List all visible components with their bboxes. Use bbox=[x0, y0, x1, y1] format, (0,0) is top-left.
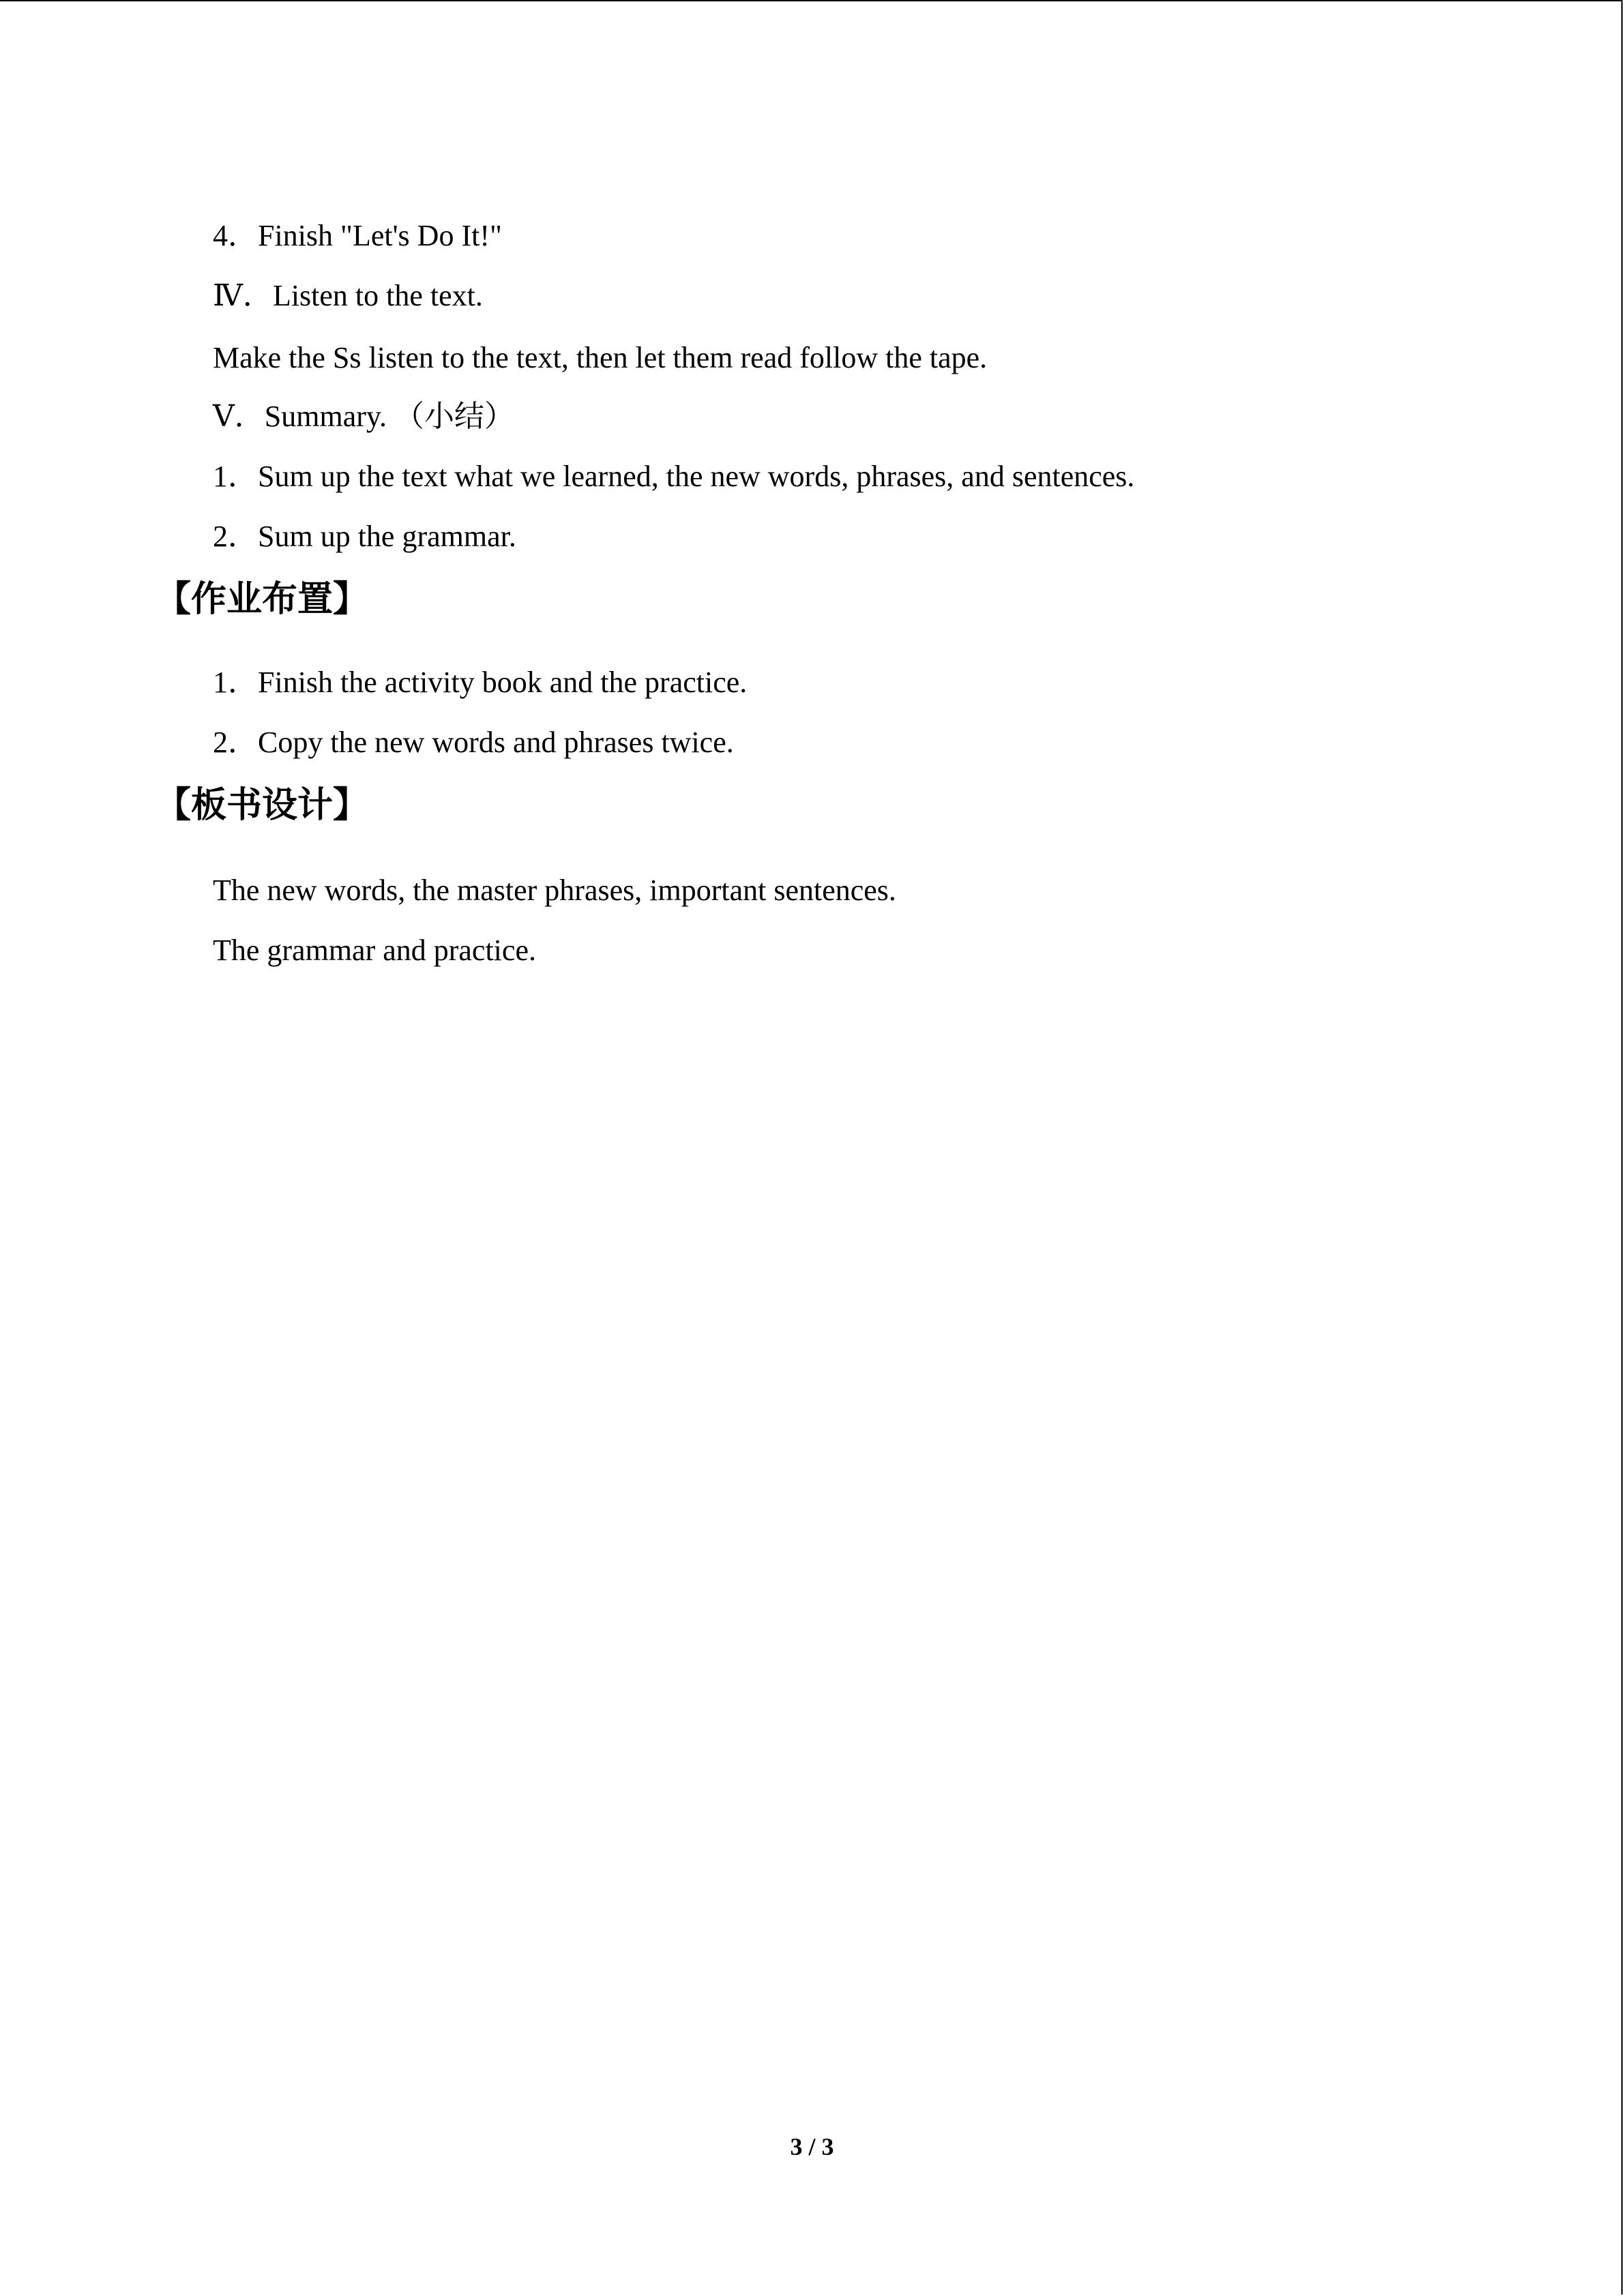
section-iv-listen: Ⅳ．Listen to the text. bbox=[213, 279, 483, 312]
page-number: 3 / 3 bbox=[790, 2133, 834, 2160]
homework-item-2: 2．Copy the new words and phrases twice. bbox=[213, 726, 734, 759]
section-v-summary: Ⅴ．Summary. （小结） bbox=[213, 400, 515, 433]
homework-heading: 【作业布置】 bbox=[156, 579, 369, 620]
summary-item-1: 1．Sum up the text what we learned, the new words, phrases, and sentences. bbox=[213, 460, 1135, 493]
board-design-line-1: The new words, the master phrases, important sentences. bbox=[213, 874, 896, 907]
step-4-finish-lets-do-it: 4．Finish "Let's Do It!" bbox=[213, 219, 502, 252]
listen-instruction: Make the Ss listen to the text, then let them read follow the tape. bbox=[213, 341, 988, 374]
board-design-heading: 【板书设计】 bbox=[156, 785, 369, 826]
board-design-line-2: The grammar and practice. bbox=[213, 934, 536, 967]
homework-item-1: 1．Finish the activity book and the practice. bbox=[213, 666, 748, 699]
summary-item-2: 2．Sum up the grammar. bbox=[213, 520, 516, 553]
